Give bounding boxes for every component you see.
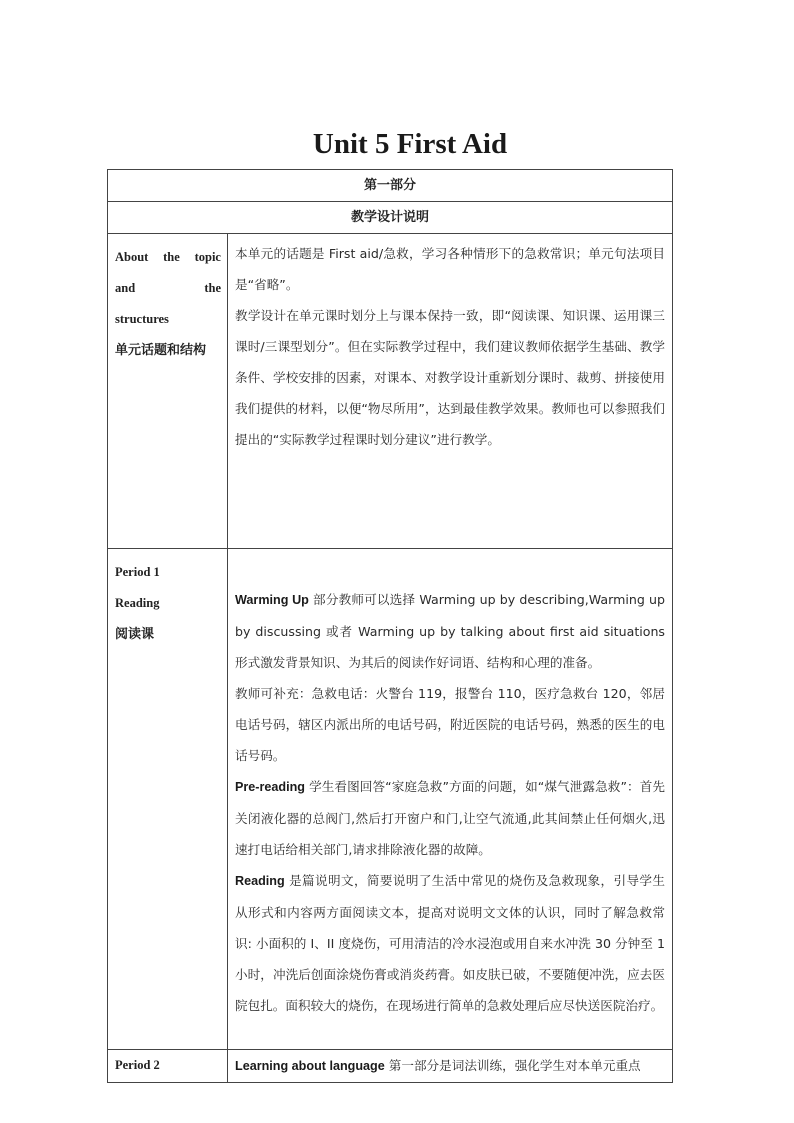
topic-label-cell (108, 234, 228, 549)
topic-label-cn: 单元话题和结构 (115, 343, 207, 358)
warming-up-paragraph (235, 584, 665, 678)
language-paragraph (235, 1050, 665, 1082)
topic-label-en-3: structures (115, 312, 169, 326)
period2-label-cell (108, 1050, 228, 1083)
prereading-paragraph (235, 771, 665, 865)
page-title: Unit 5 First Aid (312, 128, 508, 160)
warming-up-text: 部分教师可以选择 Warming up by describing,Warming up by discussing 或者 Warming up by talking about first aid situations 形式激发背景知识、为其后的阅读作好词语、结构和心理的准备。 (235, 592, 665, 670)
reading-text: 是篇说明文，简要说明了生活中常见的烧伤及急救现象，引导学生从形式和内容两方面阅读文本，提高对说明文文体的认识，同时了解急救常识: 小面积的 I、II 度烧伤，可用清洁的冷水浸泡或用自来水冲洗 30 分钟至 1 小时，冲洗后创面涂烧伤膏或消炎药膏。如皮肤已破，不要随便冲洗，应去医院包扎。面积较大的烧伤，在现场进行简单的急救处理后应尽快送医院治疗。 (235, 873, 665, 1013)
period1-label-cell (108, 549, 228, 1050)
period1-label-2: Reading (115, 596, 160, 610)
lesson-table (107, 169, 673, 1083)
section-header: 教学设计说明 (108, 202, 673, 234)
prereading-text: 学生看图回答“家庭急救”方面的问题，如“煤气泄露急救”：首先关闭液化器的总阀门,然后打开窗户和门,让空气流通,此其间禁止任何烟火,迅速打电话给相关部门,请求排除液化器的故障。 (235, 779, 665, 857)
part-header: 第一部分 (108, 170, 673, 202)
period1-content-cell (228, 549, 673, 1050)
reading-head: Reading (235, 874, 285, 888)
topic-paragraph-2: 教学设计在单元课时划分上与课本保持一致，即“阅读课、知识课、运用课三课时/三课型划分”。但在实际教学过程中，我们建议教师依据学生基础、教学条件、学校安排的因素，对课本、对教学设计重新划分课时、裁剪、拼接使用我们提供的材料，以便“物尽所用”，达到最佳教学效果。教师也可以参照我们提出的“实际教学过程课时划分建议”进行教学。 (235, 308, 665, 447)
period2-content-cell (228, 1050, 673, 1083)
supplement-paragraph: 教师可补充：急救电话：火警台 119，报警台 110，医疗急救台 120，邻居电话号码，辖区内派出所的电话号码，附近医院的电话号码，熟悉的医生的电话号码。 (235, 686, 665, 763)
prereading-head: Pre-reading (235, 780, 305, 794)
warming-up-head: Warming Up (235, 593, 309, 607)
topic-paragraph-1: 本单元的话题是 First aid/急救，学习各种情形下的急救常识；单元句法项目是“省略”。 (235, 246, 665, 292)
period2-label: Period 2 (115, 1058, 160, 1072)
language-head: Learning about language (235, 1059, 385, 1073)
language-text: 第一部分是词法训练，强化学生对本单元重点 (384, 1058, 641, 1073)
topic-label-en-2: and the (115, 281, 221, 295)
period1-label-1: Period 1 (115, 565, 160, 579)
topic-content-cell (228, 234, 673, 549)
reading-paragraph (235, 865, 665, 1021)
topic-label-en-1: About the topic (115, 250, 221, 264)
period1-label-3: 阅读课 (115, 627, 155, 642)
